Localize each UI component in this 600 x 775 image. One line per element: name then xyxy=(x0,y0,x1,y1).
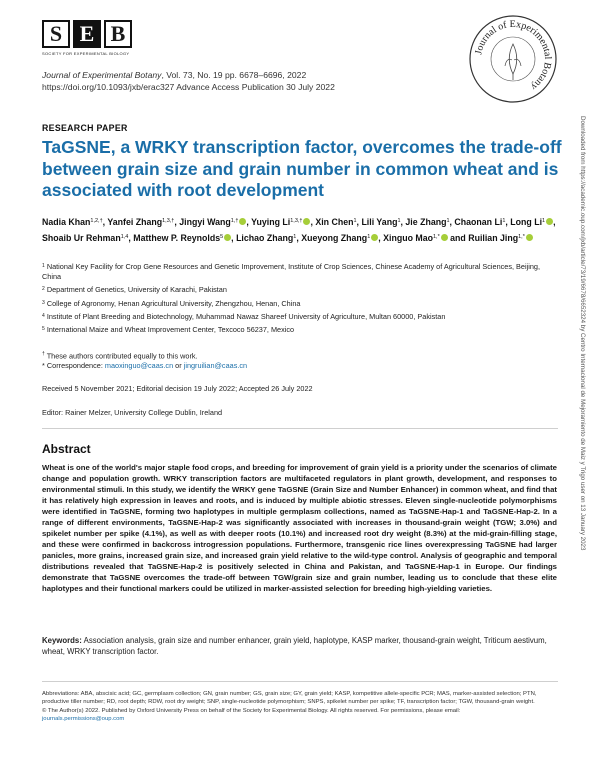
author-name[interactable] xyxy=(405,217,449,227)
correspondence-label: Correspondence: xyxy=(46,361,105,371)
author-affiliation-marker: 1 xyxy=(502,218,506,224)
author-name[interactable] xyxy=(107,217,174,227)
permissions-email[interactable]: journals.permissions@oup.com xyxy=(42,715,125,722)
author-name[interactable] xyxy=(361,217,400,227)
seb-logo-tagline: SOCIETY FOR EXPERIMENTAL BIOLOGY xyxy=(42,51,130,56)
author-affiliation-marker: 1 xyxy=(542,218,546,224)
author-name-text: Jingyi Wang xyxy=(179,217,231,227)
doi-line[interactable]: https://doi.org/10.1093/jxb/erac327 Advance Access Publication 30 July 2022 xyxy=(42,82,335,92)
keywords xyxy=(42,635,557,657)
correspondence-email-2[interactable]: jingruilian@caas.cn xyxy=(183,361,248,371)
orcid-icon[interactable] xyxy=(526,234,533,241)
author-name[interactable] xyxy=(133,233,231,243)
affiliation-item xyxy=(42,261,557,282)
author-name-text: Yanfei Zhang xyxy=(107,217,163,227)
editor-line: Editor: Rainer Melzer, University College Dublin, Ireland xyxy=(42,408,223,417)
author-affiliation-marker: 1 xyxy=(367,233,371,240)
copyright-line xyxy=(42,707,557,715)
affiliation-number: 1 xyxy=(42,263,45,269)
seb-logo xyxy=(42,20,138,56)
copyright-text: © The Author(s) 2022. Published by Oxford University Press on behalf of the Society for Experimental Biology. All rights reserved. For permissions, please email: xyxy=(42,707,461,714)
publication-dates: Received 5 November 2021; Editorial decision 19 July 2022; Accepted 26 July 2022 xyxy=(42,384,313,393)
correspondence-or: or xyxy=(173,361,184,371)
equal-contribution-note: † These authors contributed equally to this work. xyxy=(42,351,198,361)
author-name-text: Xinguo Mao xyxy=(383,232,433,243)
author-name-text: Xueyong Zhang xyxy=(301,232,368,243)
author-name[interactable] xyxy=(510,217,553,227)
journal-seal-logo xyxy=(468,14,558,104)
author-affiliation-marker: 1,* xyxy=(432,233,440,240)
author-name[interactable] xyxy=(454,217,505,227)
author-name-text: Lili Yang xyxy=(361,217,398,227)
journal-name: Journal of Experimental Botany xyxy=(42,70,162,80)
journal-volume-pages: , Vol. 73, No. 19 pp. 6678–6696, 2022 xyxy=(161,70,307,80)
author-name-text: Nadia Khan xyxy=(42,217,91,227)
orcid-icon[interactable] xyxy=(224,234,231,241)
affiliation-text: National Key Facility for Crop Gene Resources and Genetic Improvement, Institute of Crop Sciences, Chinese Academy of Agricultural Sciences, Beijing, China xyxy=(42,262,540,281)
author-affiliation-marker: 5 xyxy=(220,233,224,240)
author-name[interactable] xyxy=(468,233,533,243)
author-affiliation-marker: 1 xyxy=(293,233,297,240)
author-name-text: Ruilian Jing xyxy=(468,232,519,243)
author-name[interactable] xyxy=(251,217,310,227)
author-affiliation-marker: 1,* xyxy=(518,233,525,240)
author-name-text: Yuying Li xyxy=(251,217,291,227)
author-name-text: Xin Chen xyxy=(315,217,354,227)
author-name[interactable] xyxy=(301,233,378,243)
affiliation-item xyxy=(42,324,557,335)
affiliation-item xyxy=(42,311,557,322)
orcid-icon[interactable] xyxy=(239,218,246,225)
author-affiliation-marker: 1,† xyxy=(230,218,239,224)
author-name-text: Jie Zhang xyxy=(405,217,447,227)
affiliation-text: International Maize and Wheat Improvement Center, Texcoco 56237, Mexico xyxy=(46,325,295,335)
affiliation-item xyxy=(42,298,557,309)
footer-divider xyxy=(42,681,558,682)
affiliation-text: Department of Genetics, University of Karachi, Pakistan xyxy=(46,285,227,295)
author-affiliation-marker: 1 xyxy=(353,218,357,224)
affiliation-text: Institute of Plant Breeding and Biotechnology, Muhammad Nawaz Shareef University of Agriculture, Multan 60000, Pakistan xyxy=(46,311,446,321)
seb-logo-letter-e: E xyxy=(73,20,101,48)
download-sidebar-note: Downloaded from https://academic.oup.com/jxb/article/73/19/6678/6652324 by Centro Internacional de Mejoramiento de Maiz y Trigo user on 13 January 2023 xyxy=(579,116,586,551)
orcid-icon[interactable] xyxy=(371,234,378,241)
author-name-text: Lichao Zhang xyxy=(236,232,294,243)
orcid-icon[interactable] xyxy=(303,218,310,225)
author-name-text: Chaonan Li xyxy=(454,217,503,227)
author-name-text: Matthew P. Reynolds xyxy=(133,232,221,243)
author-affiliation-marker: 1,2,† xyxy=(90,218,103,224)
author-name-text: Long Li xyxy=(510,217,543,227)
orcid-icon[interactable] xyxy=(546,218,553,225)
author-name-text: Shoaib Ur Rehman xyxy=(42,232,121,243)
author-name[interactable] xyxy=(179,217,246,227)
author-name[interactable] xyxy=(236,233,296,243)
affiliation-text: College of Agronomy, Henan Agricultural University, Zhengzhou, Henan, China xyxy=(46,298,301,308)
svg-text:Journal of Experimental Botany: Journal of Experimental Botany xyxy=(473,18,554,93)
section-divider xyxy=(42,428,558,429)
author-list: Nadia Khan$^{1,2,\dagger}$, Yanfei Zhang$^{1,3,\dagger}$, Jingyi Wang$^{1,\dagger}$ , Yuying $Li^{1,3,\dagger}$ , Xin Chen$^1$, Lili Yang$^1$, Jie Zhang$^1$, Chaonan Li$^1$, Long Li$^1$ , Shoaib Ur Rehman$^{1,4}$, Matthew P. Reynolds$^5$ , Lichao Zhang$^1$, Xueyong Zhang$^1$ , Xinguo Mao$^{1,*}$ and Ruilian Jing$^{1,*}$ xyxy=(42,217,556,243)
author-name[interactable] xyxy=(383,233,448,243)
correspondence-note: * Correspondence: maoxinguo@caas.cn or jingruilian@caas.cn xyxy=(42,361,248,371)
correspondence-email-1[interactable]: maoxinguo@caas.cn xyxy=(104,361,174,371)
affiliation-number: 3 xyxy=(42,299,45,306)
abstract-heading: Abstract xyxy=(42,442,91,456)
affiliation-list xyxy=(42,261,557,337)
affiliation-item xyxy=(42,284,557,295)
author-affiliation-marker: 1,3,† xyxy=(162,218,175,224)
affiliation-number: 5 xyxy=(42,326,45,333)
abstract-body: Wheat is one of the world's major staple food crops, and breeding for improvement of grain yield is a priority under the scenarios of climate change and population growth. WRKY transcription factors are multifaceted regulators in plant growth, development, and responses to environmental stimuli. In this study, we identify the WRKY gene TaGSNE (Grain Size and Number Enhancer) in common wheat, and find that it has relatively high expression in leaves and roots, and is induced by multiple abiotic stresses. Eleven single-nucleotide polymorphisms were identified in TaGSNE, forming two haplotypes in multiple germplasm collections, named as TaGSNE-Hap-1 and TaGSNE-Hap-2. In a range of different environments, TaGSNE-Hap-2 was significantly associated with increases in thousand-grain weight (TGW; 3.0%) and spikelet number per spike (4.1%), as well as with deeper roots (10.1%) and increased root dry weight (8.3%) at the mid-grain-filling stage, and these were confirmed in backcross introgression populations. Furthermore, transgenic rice lines overexpressing TaGSNE had larger panicles, more grains, increased grain size, and increased grain yield relative to the wild-type control. Analysis of geographic and temporal distributions revealed that TaGSNE-Hap-2 is positively selected in China and Pakistan, and TaGSNE-Hap-1 in Europe. Our findings demonstrate that TaGSNE overcomes the trade-off between TGW/grain size and grain number, leading us to conclude that these elite haplotypes and their functional markers could be utilized in marker-assisted selection for breeding high-yielding varieties. xyxy=(42,463,557,593)
keywords-label: Keywords: xyxy=(42,636,82,645)
article-title: TaGSNE, a WRKY transcription factor, overcomes the trade-off between grain size and grain number in common wheat and is associated with root development xyxy=(42,137,562,200)
affiliation-number: 4 xyxy=(42,312,45,319)
keywords-text: Association analysis, grain size and number enhancer, grain yield, haplotype, KASP marker, thousand-grain weight, Triticum aestivum, wheat, WRKY transcription factor. xyxy=(42,636,547,656)
seb-logo-letters xyxy=(42,20,138,48)
abbreviations-text: Abbreviations: ABA, abscisic acid; GC, germplasm collection; GN, grain number; GS, grain size; GY, grain yield; KASP, kompetitive allele-specific PCR; MAS, marker-assisted selection; PTN, productive tiller number; RD, root depth; RDW, root dry weight; SNP, single-nucleotide polymorphism; SNPS, spikelet number per spike; TF, transcription factor; TGW, thousand-grain weight. xyxy=(42,691,537,706)
author-name[interactable] xyxy=(42,217,103,227)
equal-contribution-text: These authors contributed equally to this work. xyxy=(46,351,198,361)
author-affiliation-marker: 1,4 xyxy=(120,233,129,240)
article-type: RESEARCH PAPER xyxy=(42,123,128,133)
author-affiliation-marker: 1 xyxy=(446,218,450,224)
seb-logo-letter-s: S xyxy=(42,20,70,48)
affiliation-number: 2 xyxy=(42,286,45,293)
journal-citation xyxy=(42,70,306,80)
author-name[interactable] xyxy=(315,217,356,227)
seb-logo-letter-b: B xyxy=(104,20,132,48)
abbreviations-footnote xyxy=(42,690,557,723)
author-notes xyxy=(42,349,557,371)
author-name[interactable] xyxy=(42,233,128,243)
orcid-icon[interactable] xyxy=(441,234,448,241)
author-affiliation-marker: 1,3,† xyxy=(290,218,303,224)
author-affiliation-marker: 1 xyxy=(397,218,401,224)
